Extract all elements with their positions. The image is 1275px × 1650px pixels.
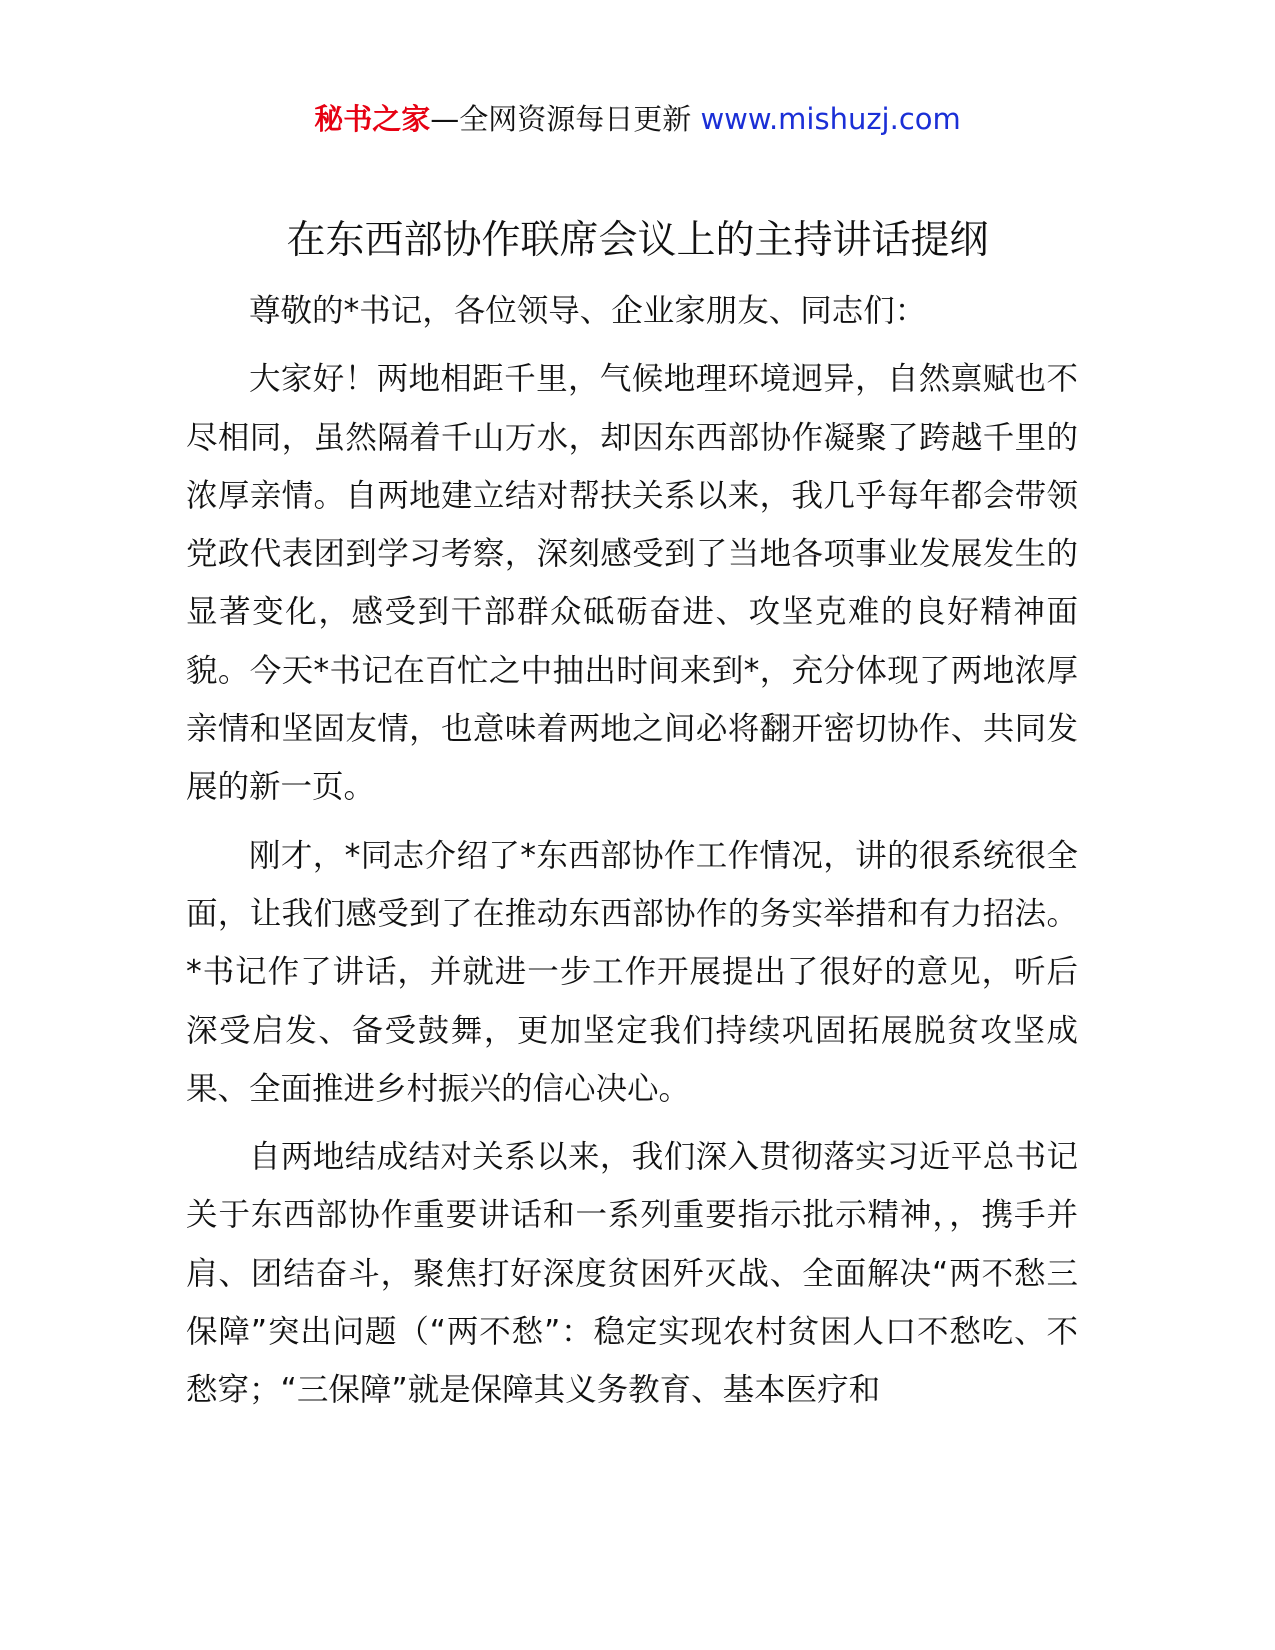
site-tagline: —全网资源每日更新 <box>430 102 692 136</box>
paragraph: 刚才，*同志介绍了*东西部协作工作情况，讲的很系统很全面，让我们感受到了在推动东西部协作的务实举措和有力招法。*书记作了讲话，并就进一步工作开展提出了很好的意见，听后深受启发、备受鼓舞，更加坚定我们持续巩固拓展脱贫攻坚成果、全面推进乡村振兴的信心决心。 <box>186 837 1078 1107</box>
salutation: 尊敬的*书记，各位领导、企业家朋友、同志们： <box>249 293 927 329</box>
paragraph: 自两地结成结对关系以来，我们深入贯彻落实习近平总书记关于东西部协作重要讲话和一系列重要指示批示精神，，携手并肩、团结奋斗，聚焦打好深度贫困歼灭战、全面解决“两不愁三保障”突出问题（“两不愁”：稳定实现农村贫困人口不愁吃、不愁穿；“三保障”就是保障其义务教育、基本医疗和 <box>186 1139 1078 1409</box>
site-header <box>0 97 1275 141</box>
document-title: 在东西部协作联席会议上的主持讲话提纲 <box>286 218 989 263</box>
site-brand: 秘书之家 <box>314 102 431 136</box>
paragraph: 大家好！两地相距千里，气候地理环境迥异，自然禀赋也不尽相同，虽然隔着千山万水，却因东西部协作凝聚了跨越千里的浓厚亲情。自两地建立结对帮扶关系以来，我几乎每年都会带领党政代表团到学习考察，深刻感受到了当地各项事业发展发生的显著变化，感受到干部群众砥砺奋进、攻坚克难的良好精神面貌。今天*书记在百忙之中抽出时间来到*，充分体现了两地浓厚亲情和坚固友情，也意味着两地之间必将翻开密切协作、共同发展的新一页。 <box>186 361 1078 806</box>
document-body <box>186 282 1078 1420</box>
site-url-link[interactable]: www.mishuzj.com <box>700 102 961 136</box>
